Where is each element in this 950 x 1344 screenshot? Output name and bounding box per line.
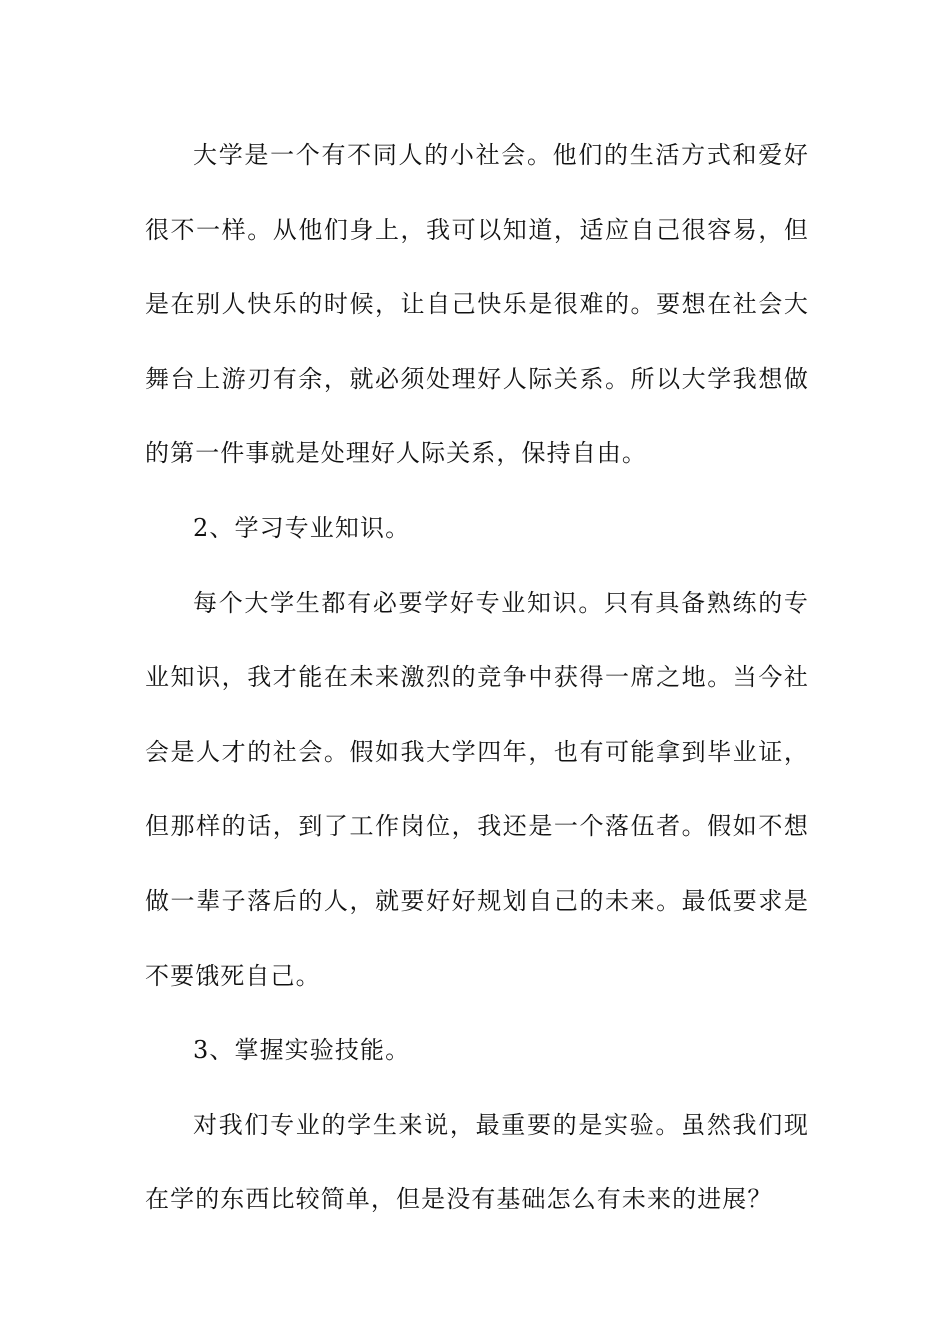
heading-study-professional-knowledge: 2、学习专业知识。: [193, 513, 411, 542]
heading-experiment-skills: 3、掌握实验技能。: [193, 1036, 411, 1065]
paragraph-interpersonal: 大学是一个有不同人的小社会。他们的生活方式和爱好很不一样。从他们身上，我可以知道，适应自己很容易，但是在别人快乐的时候，让自己快乐是很难的。要想在社会大舞台上游刃有余，就必须处理好人际关系。所以大学我想做的第一件事就是处理好人际关系，保持自由。: [145, 141, 809, 468]
document-body: [145, 118, 809, 1237]
paragraph-experiment: 对我们专业的学生来说，最重要的是实验。虽然我们现在学的东西比较简单，但是没有基础怎么有未来的进展？: [145, 1110, 809, 1214]
paragraph-professional-knowledge: 每个大学生都有必要学好专业知识。只有具备熟练的专业知识，我才能在未来激烈的竞争中获得一席之地。当今社会是人才的社会。假如我大学四年，也有可能拿到毕业证，但那样的话，到了工作岗位，我还是一个落伍者。假如不想做一辈子落后的人，就要好好规划自己的未来。最低要求是不要饿死自己。: [145, 588, 809, 990]
